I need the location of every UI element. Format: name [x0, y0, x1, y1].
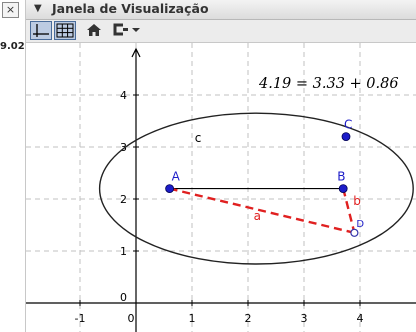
view-title: Janela de Visualização [52, 1, 209, 16]
x-tick-label: 0 [127, 312, 135, 325]
close-view-button[interactable]: × [2, 2, 19, 18]
point-a[interactable] [166, 185, 174, 193]
label-point-c: C [344, 117, 353, 132]
axes-toggle-button[interactable] [30, 21, 52, 40]
label-point-a: A [171, 169, 180, 184]
grid-icon [55, 22, 75, 39]
grid-toggle-button[interactable] [54, 21, 76, 40]
segment-a[interactable] [170, 189, 355, 233]
collapse-triangle-icon[interactable]: ▼ [34, 3, 42, 14]
left-panel-value: 9.02 [0, 41, 25, 52]
y-tick-label: 4 [120, 89, 127, 102]
y-tick-label: 2 [120, 193, 127, 206]
point-c[interactable] [342, 133, 350, 141]
graphics-canvas[interactable] [26, 43, 416, 332]
view-options-icon [110, 21, 148, 38]
axis-tick-labels [75, 89, 364, 325]
point-d[interactable] [351, 229, 358, 236]
label-a: a [253, 208, 261, 223]
left-panel [0, 0, 26, 332]
y-tick-label: 1 [120, 245, 127, 258]
style-toolbar [26, 20, 416, 43]
home-icon [84, 21, 104, 38]
label-point-b: B [337, 169, 346, 184]
home-view-button[interactable] [84, 21, 106, 40]
equation-text: 4.19 = 3.33 + 0.86 [259, 76, 399, 92]
view-titlebar[interactable] [26, 0, 416, 20]
y-tick-label: 0 [120, 291, 127, 304]
label-c: c [194, 130, 202, 145]
axes-icon [31, 22, 51, 39]
point-b[interactable] [339, 185, 347, 193]
x-tick-label: 3 [300, 312, 308, 325]
label-b: b [353, 194, 361, 209]
x-tick-label: 2 [244, 312, 252, 325]
construction [100, 113, 414, 264]
x-tick-label: 1 [188, 312, 196, 325]
x-tick-label: -1 [74, 312, 86, 325]
x-tick-label: 4 [356, 312, 364, 325]
y-tick-label: 3 [120, 141, 127, 154]
graphics-style-dropdown[interactable] [110, 21, 148, 40]
label-point-d: D [356, 218, 365, 230]
